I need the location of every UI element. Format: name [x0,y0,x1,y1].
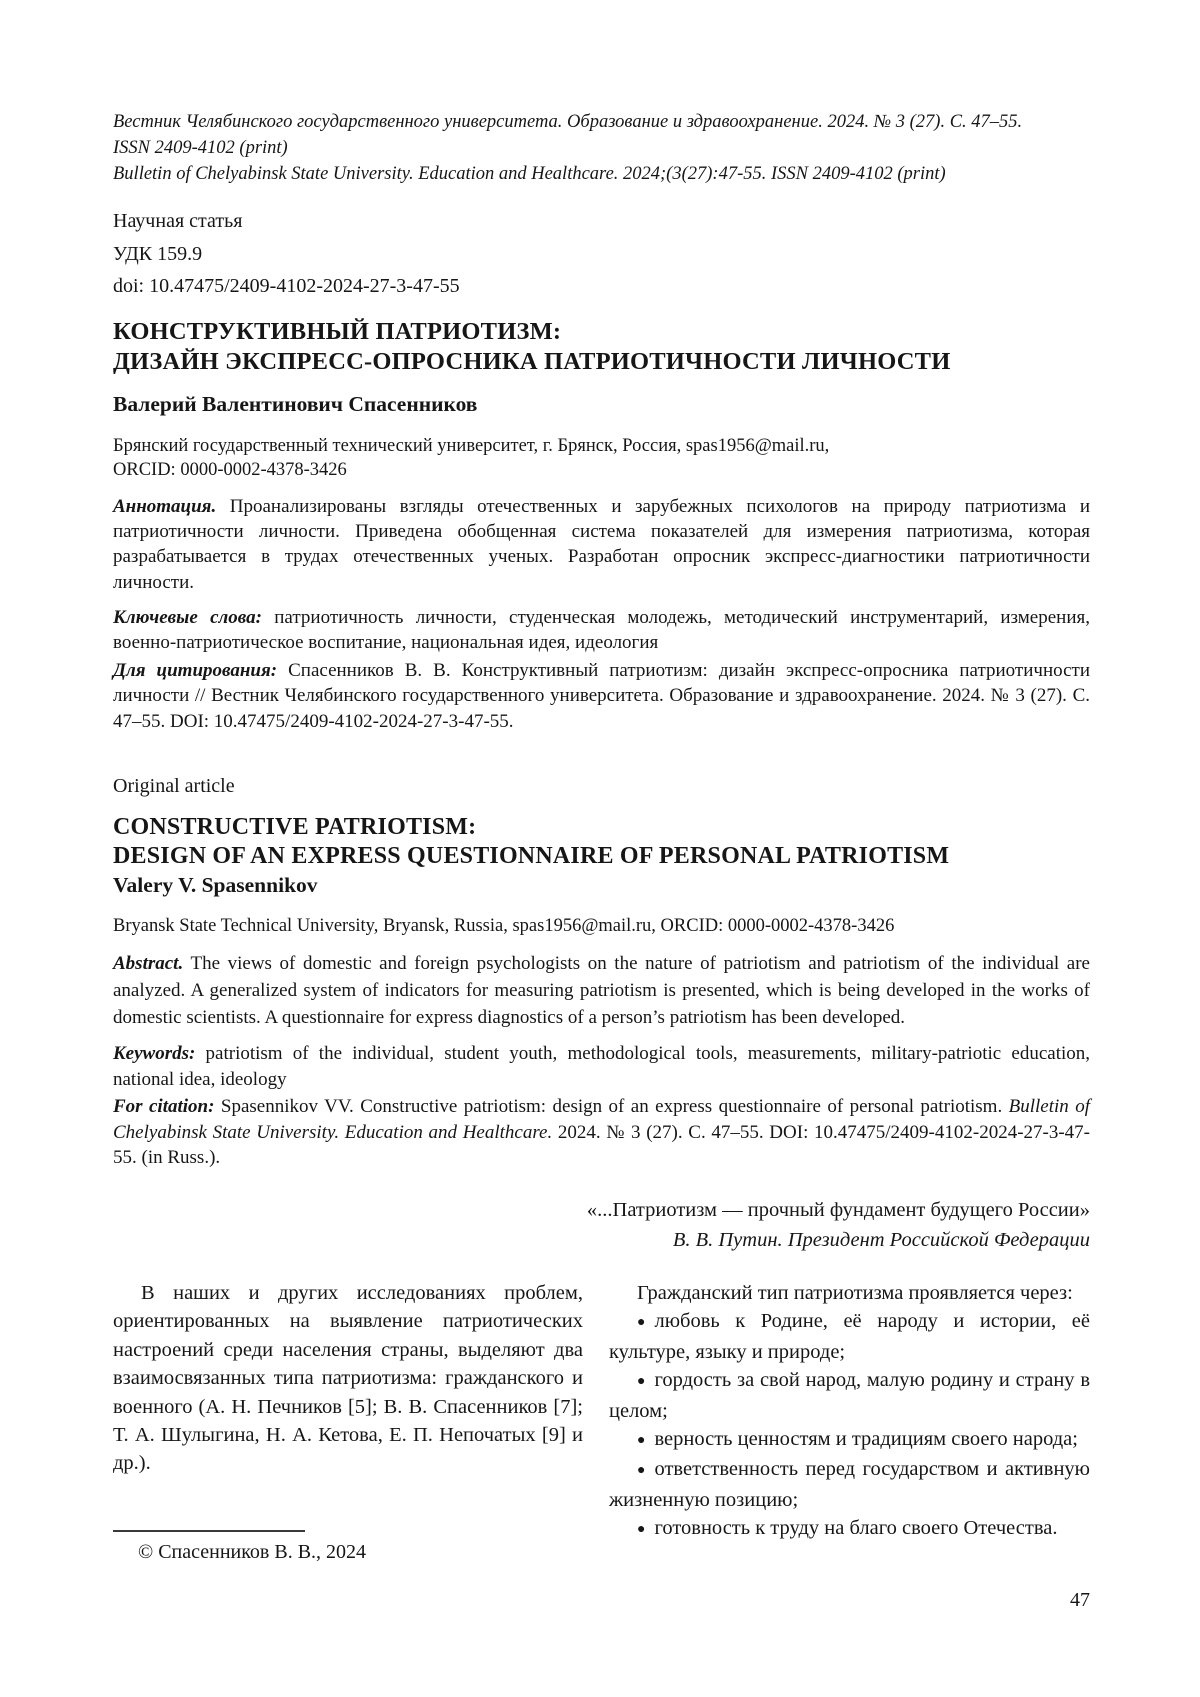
list-item [609,1514,1090,1544]
affiliation-ru-line2: ORCID: 0000-0002-4378-3426 [113,459,347,480]
list-item [609,1307,1090,1366]
bullet-icon: ● [637,1432,646,1448]
bullet-icon: ● [637,1374,646,1390]
abstract-ru [113,494,1090,595]
body-column-left [113,1279,583,1545]
article-title-ru [113,317,1090,377]
list-item [609,1455,1090,1514]
bullet-icon: ● [637,1315,646,1331]
article-title-en-line1: CONSTRUCTIVE PATRIOTISM: [113,814,477,841]
page-content [113,0,1090,1545]
keywords-ru-text: патриотичность личности, студенческая молодежь, методический инструментарий, измерения, военно-патриотическое воспитание, национальная идея, идеология [113,606,1091,653]
affiliation-ru-line1: Брянский государственный технический университет, г. Брянск, Россия, spas1956@mail.ru, [113,436,830,456]
keywords-ru-label: Ключевые слова: [113,606,262,628]
list-item-text: гордость за свой народ, малую родину и страну в целом; [609,1369,1090,1422]
epigraph-attribution: В. В. Путин. Президент Российской Федерации [672,1228,1090,1251]
citation-en-text2: 2024. № 3 (27). С. 47–55. DOI: 10.47475/2409-4102-2024-27-3-47-55. (in Russ.). [113,1121,1091,1169]
journal-header [113,0,1090,187]
abstract-ru-label: Аннотация. [113,496,217,517]
citation-en-label: For citation: [113,1096,215,1118]
body-paragraph-right-intro: Гражданский тип патриотизма проявляется через: [637,1281,1073,1304]
list-item-text: ответственность перед государством и активную жизненную позицию; [609,1458,1090,1511]
affiliation-en: Bryansk State Technical University, Bryansk, Russia, spas1956@mail.ru, ORCID: 0000-0002-4378-3426 [113,916,895,937]
list-item [609,1366,1090,1425]
footnote-divider [113,1530,305,1532]
body-column-right [609,1279,1090,1545]
bullet-icon: ● [637,1463,646,1479]
epigraph [113,1195,1090,1255]
copyright-footnote [113,1530,583,1564]
copyright-text: © Спасенников В. В., 2024 [138,1541,367,1563]
list-item-text: готовность к труду на благо своего Отечества. [654,1517,1058,1540]
keywords-en [113,1041,1090,1093]
citation-ru-text: Спасенников В. В. Конструктивный патриотизм: дизайн экспресс-опросника патриотичности личности // Вестник Челябинского государственного университета. Образование и здравоохранение. 2024. № 3 (27). С. 47–55. DOI: 10.47475/2409-4102-2024-27-3-47-55. [113,659,1091,732]
abstract-en-text: The views of domestic and foreign psychologists on the nature of patriotism and patriotism of the individual are analyzed. A generalized system of indicators for measuring patriotism is presented, which is being developed in the works of domestic scientists. A questionnaire for express diagnostics of a person’s patriotism has been developed. [113,953,1090,1028]
article-type-ru: Научная статья [113,210,243,232]
article-title-en [113,813,1090,871]
keywords-en-text: patriotism of the individual, student youth, methodological tools, measurements, military-patriotic education, national idea, ideology [113,1043,1091,1091]
abstract-ru-text: Проанализированы взгляды отечественных и зарубежных психологов на природу патриотизма и патриотичности личности. Приведена обобщенная система показателей для измерения патриотизма, которая разрабатывается в трудах отечественных ученых. Разработан опросник экспресс-диагностики патриотичности личности. [113,496,1090,593]
doi-line: doi: 10.47475/2409-4102-2024-27-3-47-55 [113,275,460,297]
citation-en-journal: Bulletin of Chelyabinsk State University. Education and Healthcare. [113,1096,1091,1143]
article-title-ru-line2: ДИЗАЙН ЭКСПРЕСС-ОПРОСНИКА ПАТРИОТИЧНОСТИ ЛИЧНОСТИ [113,348,951,375]
citation-en [113,1094,1090,1171]
journal-citation-en: Bulletin of Chelyabinsk State University. Education and Healthcare. 2024;(3(27):47-55. ISSN 2409-4102 (print) [113,164,946,184]
author-name-en: Valery V. Spasennikov [113,873,318,898]
list-item-text: любовь к Родине, её народу и истории, её культуре, языку и природе; [609,1310,1090,1363]
keywords-en-label: Keywords: [113,1043,196,1065]
list-item [609,1425,1090,1455]
citation-ru [113,658,1090,735]
article-title-ru-line1: КОНСТРУКТИВНЫЙ ПАТРИОТИЗМ: [113,318,562,345]
epigraph-quote: «...Патриотизм — прочный фундамент будущего России» [586,1198,1090,1221]
citation-ru-label: Для цитирования: [113,659,278,681]
body-columns [113,1279,1090,1545]
author-name-ru: Валерий Валентинович Спасенников [113,392,478,416]
abstract-en-label: Abstract. [113,953,184,975]
abstract-en [113,951,1090,1031]
article-title-en-line2: DESIGN OF AN EXPRESS QUESTIONNAIRE OF PERSONAL PATRIOTISM [113,843,950,870]
page-number: 47 [1070,1589,1090,1611]
affiliation-ru [113,435,1090,482]
list-item-text: верность ценностям и традициям своего народа; [654,1427,1078,1450]
body-paragraph-left: В наших и других исследованиях проблем, ориентированных на выявление патриотических настроений среди населения страны, выделяют два взаимосвязанных типа патриотизма: гражданского и военного (А. Н. Печников [5]; В. В. Спасенников [7]; Т. А. Шулыгина, Н. А. Кетова, Е. П. Непочатых [9] и др.). [113,1281,583,1475]
article-type-en: Original article [113,775,235,798]
bullet-icon: ● [637,1522,646,1538]
udc-code: УДК 159.9 [113,243,203,265]
journal-citation-ru: Вестник Челябинского государственного университета. Образование и здравоохранение. 2024. № 3 (27). С. 47–55. [113,112,1023,132]
keywords-ru [113,605,1090,655]
journal-issn: ISSN 2409-4102 (print) [113,138,288,158]
citation-en-text1: Spasennikov VV. Constructive patriotism: design of an express questionnaire of personal patriotism. [220,1096,1003,1118]
